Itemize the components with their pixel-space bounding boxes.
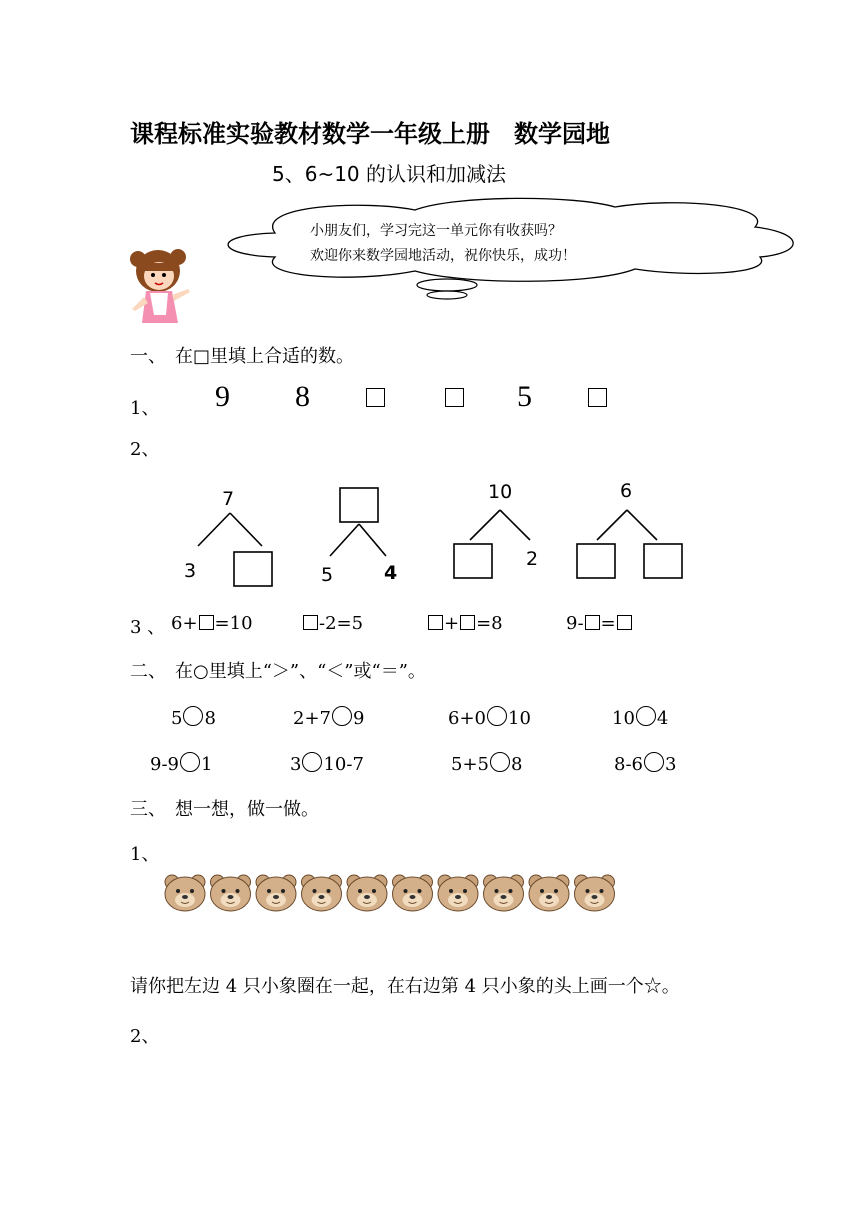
- answer-box: [234, 552, 272, 586]
- bear-icon: [393, 875, 433, 911]
- q1-value: 8: [295, 380, 310, 413]
- comparison-item: 9-9 1: [150, 754, 213, 775]
- comparison-item: 8-6 3: [614, 754, 677, 775]
- answer-box[interactable]: [366, 388, 385, 407]
- compare-circle[interactable]: [487, 706, 507, 726]
- q1-value: 5: [517, 380, 532, 413]
- comparison-item: 6+0 10: [448, 708, 531, 729]
- bear-icon: [484, 875, 524, 911]
- s3-q1-label: 1、: [130, 844, 160, 865]
- compare-circle[interactable]: [332, 706, 352, 726]
- answer-box[interactable]: [460, 615, 475, 630]
- answer-box[interactable]: [199, 615, 214, 630]
- q2-label: 2、: [130, 439, 160, 460]
- tree-left-number: 3: [184, 560, 197, 582]
- bear-icon: [256, 875, 296, 911]
- compare-circle[interactable]: [183, 706, 203, 726]
- equation: 9- =: [566, 613, 633, 634]
- answer-box: [340, 488, 378, 522]
- bear-row: [163, 868, 623, 920]
- tree-right-number: 4: [384, 562, 398, 584]
- answer-box[interactable]: [303, 615, 318, 630]
- page-subtitle: 5、6~10 的认识和加减法: [272, 162, 507, 186]
- compare-circle[interactable]: [490, 752, 510, 772]
- bear-icon: [165, 875, 205, 911]
- compare-circle[interactable]: [302, 752, 322, 772]
- bubble-line-2: 欢迎你来数学园地活动，祝你快乐，成功！: [310, 248, 576, 264]
- bear-icon: [211, 875, 251, 911]
- section-3-heading: 三、 想一想，做一做。: [130, 799, 319, 820]
- compare-circle[interactable]: [644, 752, 664, 772]
- tree-top-number: 6: [620, 480, 633, 502]
- section-2-heading: 二、 在○里填上“＞”、“＜”或“＝”。: [130, 661, 426, 682]
- bubble-line-1: 小朋友们，学习完这一单元你有收获吗？: [310, 223, 562, 239]
- instruction-text: 请你把左边 4 只小象圈在一起，在右边第 4 只小象的头上画一个☆。: [130, 976, 680, 997]
- tree-top-number: 7: [222, 488, 235, 510]
- bear-icon: [529, 875, 569, 911]
- comparison-item: 5+5 8: [451, 754, 523, 775]
- page-title: 课程标准实验教材数学一年级上册 数学园地: [130, 120, 610, 148]
- answer-box[interactable]: [585, 615, 600, 630]
- compare-circle[interactable]: [636, 706, 656, 726]
- q3-label: 3 、: [130, 617, 166, 638]
- answer-box[interactable]: [428, 615, 443, 630]
- q1-value: 9: [215, 380, 230, 413]
- equation: + =8: [427, 613, 503, 634]
- bear-icon: [347, 875, 387, 911]
- answer-box: [577, 544, 615, 578]
- bear-icon: [575, 875, 615, 911]
- comparison-item: 3 10-7: [290, 754, 364, 775]
- comparison-item: 2+7 9: [293, 708, 365, 729]
- comparison-item: 10 4: [612, 708, 669, 729]
- equation: 6+ =10: [171, 613, 253, 634]
- bear-icon: [302, 875, 342, 911]
- answer-box: [454, 544, 492, 578]
- tree-top-number: 10: [488, 481, 513, 503]
- s3-q2-label: 2、: [130, 1026, 160, 1047]
- bear-icon: [438, 875, 478, 911]
- answer-box[interactable]: [588, 388, 607, 407]
- girl-illustration: [128, 245, 200, 325]
- compare-circle[interactable]: [180, 752, 200, 772]
- comparison-item: 5 8: [171, 708, 216, 729]
- answer-box: [644, 544, 682, 578]
- tree-right-number: 2: [526, 548, 539, 570]
- q1-label: 1、: [130, 398, 160, 419]
- tree-left-number: 5: [321, 564, 334, 586]
- answer-box[interactable]: [445, 388, 464, 407]
- answer-box[interactable]: [617, 615, 632, 630]
- section-1-heading: 一、 在□里填上合适的数。: [130, 346, 355, 367]
- equation: -2=5: [302, 613, 363, 634]
